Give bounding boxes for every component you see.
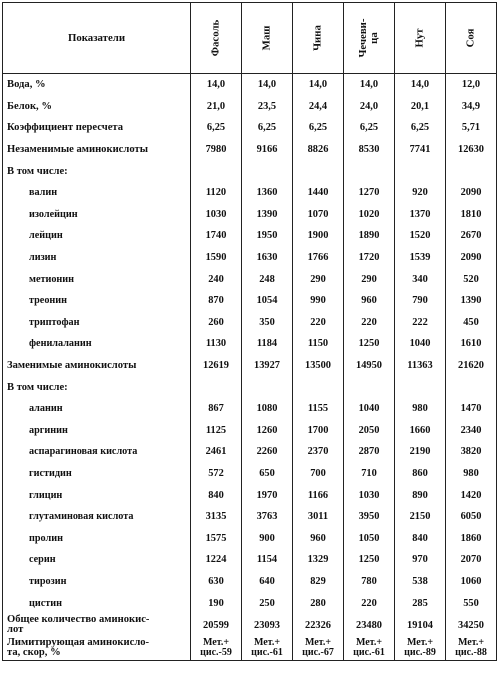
row-label: валин	[3, 182, 191, 204]
table-cell: 5,71	[446, 117, 497, 139]
table-cell: 900	[242, 527, 293, 549]
table-cell: 7980	[191, 139, 242, 161]
header-crop	[395, 3, 446, 74]
table-cell: 34,9	[446, 96, 497, 118]
table-row	[3, 268, 497, 290]
table-cell: 829	[293, 571, 344, 593]
crop-name: Нут	[413, 28, 426, 48]
header-crop	[446, 3, 497, 74]
table-cell: 1250	[344, 333, 395, 355]
table-cell: 960	[344, 290, 395, 312]
table-cell: 1270	[344, 182, 395, 204]
table-cell: 2870	[344, 441, 395, 463]
table-cell	[293, 376, 344, 398]
table-cell	[395, 160, 446, 182]
table-cell: 23093	[242, 614, 293, 637]
table-cell: 1070	[293, 204, 344, 226]
table-cell: 1184	[242, 333, 293, 355]
table-cell: 990	[293, 290, 344, 312]
table-cell: 14,0	[191, 74, 242, 96]
table-cell: 6,25	[242, 117, 293, 139]
table-header-row	[3, 3, 497, 74]
table-cell: 1370	[395, 204, 446, 226]
row-label: Лимитирующая аминокисло- та, скор, %	[3, 637, 191, 661]
table-cell: 220	[344, 592, 395, 614]
table-row	[3, 637, 497, 661]
row-label: тирозин	[3, 571, 191, 593]
table-cell: 3763	[242, 506, 293, 528]
table-cell: 24,0	[344, 96, 395, 118]
table-cell: 1420	[446, 484, 497, 506]
table-cell: 12630	[446, 139, 497, 161]
table-cell: 1610	[446, 333, 497, 355]
table-cell: 1700	[293, 420, 344, 442]
table-cell: 6,25	[344, 117, 395, 139]
table-cell	[191, 160, 242, 182]
crop-name: Чечеви- ца	[357, 18, 380, 58]
amino-acid-table	[2, 2, 497, 661]
table-cell: 14,0	[395, 74, 446, 96]
table-cell: 1080	[242, 398, 293, 420]
table-cell: Мет.+ цис.-89	[395, 637, 446, 661]
table-cell: 1054	[242, 290, 293, 312]
table-cell	[446, 160, 497, 182]
table-cell: 14950	[344, 355, 395, 377]
table-body	[3, 74, 497, 661]
row-label: Незаменимые аминокислоты	[3, 139, 191, 161]
table-cell: 1224	[191, 549, 242, 571]
table-cell: 14,0	[242, 74, 293, 96]
table-cell: 20599	[191, 614, 242, 637]
table-cell: 14,0	[344, 74, 395, 96]
table-cell: 13500	[293, 355, 344, 377]
table-cell: 1150	[293, 333, 344, 355]
table-cell: 1040	[395, 333, 446, 355]
table-cell: 840	[191, 484, 242, 506]
table-cell: 450	[446, 312, 497, 334]
table-row	[3, 333, 497, 355]
row-label: аргинин	[3, 420, 191, 442]
table-row	[3, 420, 497, 442]
row-label: изолейцин	[3, 204, 191, 226]
row-label: Общее количество аминокис- лот	[3, 614, 191, 637]
table-cell: 970	[395, 549, 446, 571]
row-label: цистин	[3, 592, 191, 614]
table-cell: 2050	[344, 420, 395, 442]
table-cell: 1900	[293, 225, 344, 247]
table-cell: 1810	[446, 204, 497, 226]
table-cell: 1120	[191, 182, 242, 204]
header-crop	[344, 3, 395, 74]
table-cell: 222	[395, 312, 446, 334]
table-cell: 1766	[293, 247, 344, 269]
table-cell: 23,5	[242, 96, 293, 118]
table-cell	[395, 376, 446, 398]
table-cell: 2090	[446, 182, 497, 204]
table-cell: 12619	[191, 355, 242, 377]
table-cell: 20,1	[395, 96, 446, 118]
row-label: пролин	[3, 527, 191, 549]
table-cell: 3135	[191, 506, 242, 528]
table-cell: 1360	[242, 182, 293, 204]
table-row	[3, 204, 497, 226]
table-cell: 12,0	[446, 74, 497, 96]
table-cell: 1539	[395, 247, 446, 269]
table-cell: 2150	[395, 506, 446, 528]
row-label: В том числе:	[3, 160, 191, 182]
table-cell: 9166	[242, 139, 293, 161]
table-cell: 14,0	[293, 74, 344, 96]
table-cell: 1660	[395, 420, 446, 442]
table-cell: 860	[395, 463, 446, 485]
table-cell: 3820	[446, 441, 497, 463]
table-cell: 1890	[344, 225, 395, 247]
header-crop	[242, 3, 293, 74]
table-row	[3, 506, 497, 528]
table-cell: 2370	[293, 441, 344, 463]
table-cell: 250	[242, 592, 293, 614]
table-cell: 1040	[344, 398, 395, 420]
table-cell: 1740	[191, 225, 242, 247]
table-cell: 920	[395, 182, 446, 204]
table-cell: 21620	[446, 355, 497, 377]
table-cell	[242, 376, 293, 398]
table-cell: 19104	[395, 614, 446, 637]
header-crop	[293, 3, 344, 74]
table-cell: 34250	[446, 614, 497, 637]
table-cell: 1020	[344, 204, 395, 226]
table-cell	[293, 160, 344, 182]
table-cell: Мет.+ цис.-88	[446, 637, 497, 661]
row-label: треонин	[3, 290, 191, 312]
table-row	[3, 592, 497, 614]
table-cell: 350	[242, 312, 293, 334]
table-cell: 1970	[242, 484, 293, 506]
row-label: лейцин	[3, 225, 191, 247]
table-cell: 1030	[191, 204, 242, 226]
table-cell: 520	[446, 268, 497, 290]
table-cell: 6050	[446, 506, 497, 528]
table-cell: 1590	[191, 247, 242, 269]
crop-name: Соя	[464, 28, 477, 48]
table-cell: 3950	[344, 506, 395, 528]
crop-name: Фасоль	[209, 19, 222, 57]
table-cell: 1390	[242, 204, 293, 226]
table-row	[3, 160, 497, 182]
table-cell	[446, 376, 497, 398]
table-cell: 790	[395, 290, 446, 312]
table-cell: 1260	[242, 420, 293, 442]
header-indicators: Показатели	[3, 3, 191, 74]
table-cell: 8530	[344, 139, 395, 161]
table-cell: 6,25	[191, 117, 242, 139]
table-cell: 538	[395, 571, 446, 593]
table-row	[3, 614, 497, 637]
crop-name: Маш	[260, 25, 273, 51]
table-cell: 630	[191, 571, 242, 593]
table-cell: 21,0	[191, 96, 242, 118]
table-cell: 1720	[344, 247, 395, 269]
table-cell: 890	[395, 484, 446, 506]
table-row	[3, 312, 497, 334]
table-cell: 1630	[242, 247, 293, 269]
table-cell: Мет.+ цис.-61	[344, 637, 395, 661]
table-cell: 840	[395, 527, 446, 549]
table-row	[3, 463, 497, 485]
table-row	[3, 571, 497, 593]
row-label: гистидин	[3, 463, 191, 485]
table-cell: 710	[344, 463, 395, 485]
table-cell: 6,25	[293, 117, 344, 139]
table-cell: 1390	[446, 290, 497, 312]
row-label: лизин	[3, 247, 191, 269]
table-cell: 248	[242, 268, 293, 290]
row-label: В том числе:	[3, 376, 191, 398]
table-cell: 1125	[191, 420, 242, 442]
table-row	[3, 376, 497, 398]
table-row	[3, 96, 497, 118]
table-cell: 290	[293, 268, 344, 290]
table-cell: 1050	[344, 527, 395, 549]
table-row	[3, 484, 497, 506]
document-page	[2, 2, 498, 661]
table-cell: 3011	[293, 506, 344, 528]
table-cell	[242, 160, 293, 182]
table-cell: Мет.+ цис.-67	[293, 637, 344, 661]
table-row	[3, 527, 497, 549]
table-cell: 650	[242, 463, 293, 485]
table-cell: 1155	[293, 398, 344, 420]
table-cell	[344, 376, 395, 398]
header-crop	[191, 3, 242, 74]
table-cell	[191, 376, 242, 398]
row-label: Белок, %	[3, 96, 191, 118]
table-row	[3, 74, 497, 96]
table-cell: 240	[191, 268, 242, 290]
table-cell: 2461	[191, 441, 242, 463]
table-cell: 1329	[293, 549, 344, 571]
table-cell: 550	[446, 592, 497, 614]
table-cell: 2670	[446, 225, 497, 247]
table-cell: 220	[344, 312, 395, 334]
table-cell: 22326	[293, 614, 344, 637]
table-cell: 220	[293, 312, 344, 334]
table-row	[3, 139, 497, 161]
table-cell	[344, 160, 395, 182]
table-cell: Мет.+ цис.-61	[242, 637, 293, 661]
row-label: глутаминовая кислота	[3, 506, 191, 528]
table-cell: 8826	[293, 139, 344, 161]
row-label: метионин	[3, 268, 191, 290]
table-cell: 2070	[446, 549, 497, 571]
table-cell: 572	[191, 463, 242, 485]
table-cell: 2090	[446, 247, 497, 269]
table-row	[3, 398, 497, 420]
table-row	[3, 225, 497, 247]
table-cell: 2190	[395, 441, 446, 463]
table-cell: 1130	[191, 333, 242, 355]
table-cell: 1166	[293, 484, 344, 506]
table-cell: 780	[344, 571, 395, 593]
table-cell: 980	[395, 398, 446, 420]
row-label: Коэффициент пересчета	[3, 117, 191, 139]
table-row	[3, 290, 497, 312]
table-cell: 23480	[344, 614, 395, 637]
table-cell: 285	[395, 592, 446, 614]
table-cell: 1030	[344, 484, 395, 506]
row-label: аланин	[3, 398, 191, 420]
row-label: серин	[3, 549, 191, 571]
table-cell: 1950	[242, 225, 293, 247]
row-label: Заменимые аминокислоты	[3, 355, 191, 377]
table-cell: 6,25	[395, 117, 446, 139]
row-label: аспарагиновая кислота	[3, 441, 191, 463]
table-cell: 13927	[242, 355, 293, 377]
table-cell: 290	[344, 268, 395, 290]
table-cell: 1440	[293, 182, 344, 204]
table-cell: 2260	[242, 441, 293, 463]
table-row	[3, 182, 497, 204]
table-cell: 7741	[395, 139, 446, 161]
table-cell: 640	[242, 571, 293, 593]
table-cell: 1520	[395, 225, 446, 247]
table-row	[3, 549, 497, 571]
row-label: Вода, %	[3, 74, 191, 96]
table-cell: 11363	[395, 355, 446, 377]
table-cell: 24,4	[293, 96, 344, 118]
table-cell: 1250	[344, 549, 395, 571]
table-cell: 1060	[446, 571, 497, 593]
table-cell: 867	[191, 398, 242, 420]
table-cell: 960	[293, 527, 344, 549]
table-row	[3, 441, 497, 463]
table-cell: 1154	[242, 549, 293, 571]
table-cell: Мет.+ цис.-59	[191, 637, 242, 661]
table-cell: 260	[191, 312, 242, 334]
table-cell: 280	[293, 592, 344, 614]
table-cell: 1470	[446, 398, 497, 420]
table-cell: 340	[395, 268, 446, 290]
row-label: фенилаланин	[3, 333, 191, 355]
row-label: глицин	[3, 484, 191, 506]
row-label: триптофан	[3, 312, 191, 334]
table-row	[3, 355, 497, 377]
table-cell: 2340	[446, 420, 497, 442]
table-cell: 1860	[446, 527, 497, 549]
table-cell: 870	[191, 290, 242, 312]
table-cell: 700	[293, 463, 344, 485]
table-cell: 1575	[191, 527, 242, 549]
crop-name: Чина	[311, 25, 324, 51]
table-cell: 190	[191, 592, 242, 614]
table-row	[3, 247, 497, 269]
table-cell: 980	[446, 463, 497, 485]
table-row	[3, 117, 497, 139]
